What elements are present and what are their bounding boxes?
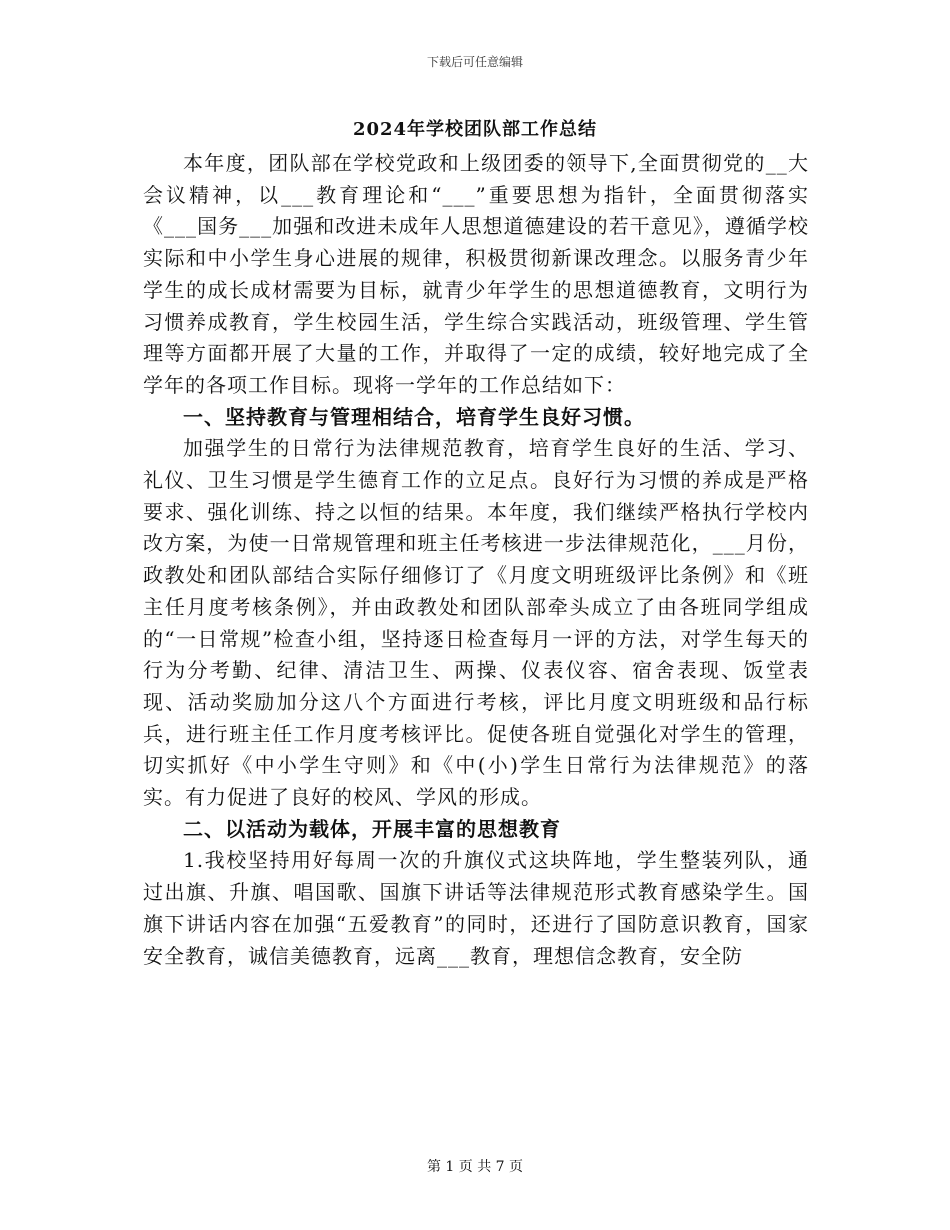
download-note: 下载后可任意编辑 (426, 55, 523, 69)
document-body (143, 148, 809, 972)
section-2-paragraph: 1.我校坚持用好每周一次的升旗仪式这块阵地，学生整装列队，通过出旗、升旗、唱国歌、国旗下讲话等法律规范形式教育感染学生。国旗下讲话内容在加强“五爱教育”的同时，还进行了国防意识教育，国家安全教育，诚信美德教育，远离___教育，理想信念教育，安全防 (143, 848, 809, 968)
page-number: 第 1 页 共 7 页 (426, 1159, 524, 1175)
section-heading-2: 二、以活动为载体，开展丰富的思想教育 (183, 816, 561, 841)
section-heading-1: 一、坚持教育与管理相结合，培育学生良好习惯。 (183, 404, 645, 429)
intro-paragraph: 本年度，团队部在学校党政和上级团委的领导下,全面贯彻党的__大会议精神，以___教育理论和“___”重要思想为指针，全面贯彻落实《___国务___加强和改进未成年人思想道德建设的若干意见》，遵循学校实际和中小学生身心进展的规律，积极贯彻新课改理念。以服务青少年学生的成长成材需要为目标，就青少年学生的思想道德教育，文明行为习惯养成教育，学生校园生活，学生综合实践活动，班级管理、学生管理等方面都开展了大量的工作，并取得了一定的成绩，较好地完成了全学年的各项工作目标。现将一学年的工作总结如下： (143, 151, 809, 397)
document-title: 2024年学校团队部工作总结 (352, 119, 598, 140)
section-1-paragraph: 加强学生的日常行为法律规范教育，培育学生良好的生活、学习、礼仪、卫生习惯是学生德育工作的立足点。良好行为习惯的养成是严格要求、强化训练、持之以恒的结果。本年度，我们继续严格执行学校内改方案，为使一日常规管理和班主任考核进一步法律规范化，___月份，政教处和团队部结合实际仔细修订了《月度文明班级评比条例》和《班主任月度考核条例》，并由政教处和团队部牵头成立了由各班同学组成的“一日常规”检查小组，坚持逐日检查每月一评的方法，对学生每天的行为分考勤、纪律、清洁卫生、两操、仪表仪容、宿舍表现、饭堂表现、活动奖励加分这八个方面进行考核，评比月度文明班级和品行标兵，进行班主任工作月度考核评比。促使各班自觉强化对学生的管理，切实抓好《中小学生守则》和《中(小)学生日常行为法律规范》的落实。有力促进了良好的校风、学风的形成。 (143, 436, 809, 810)
